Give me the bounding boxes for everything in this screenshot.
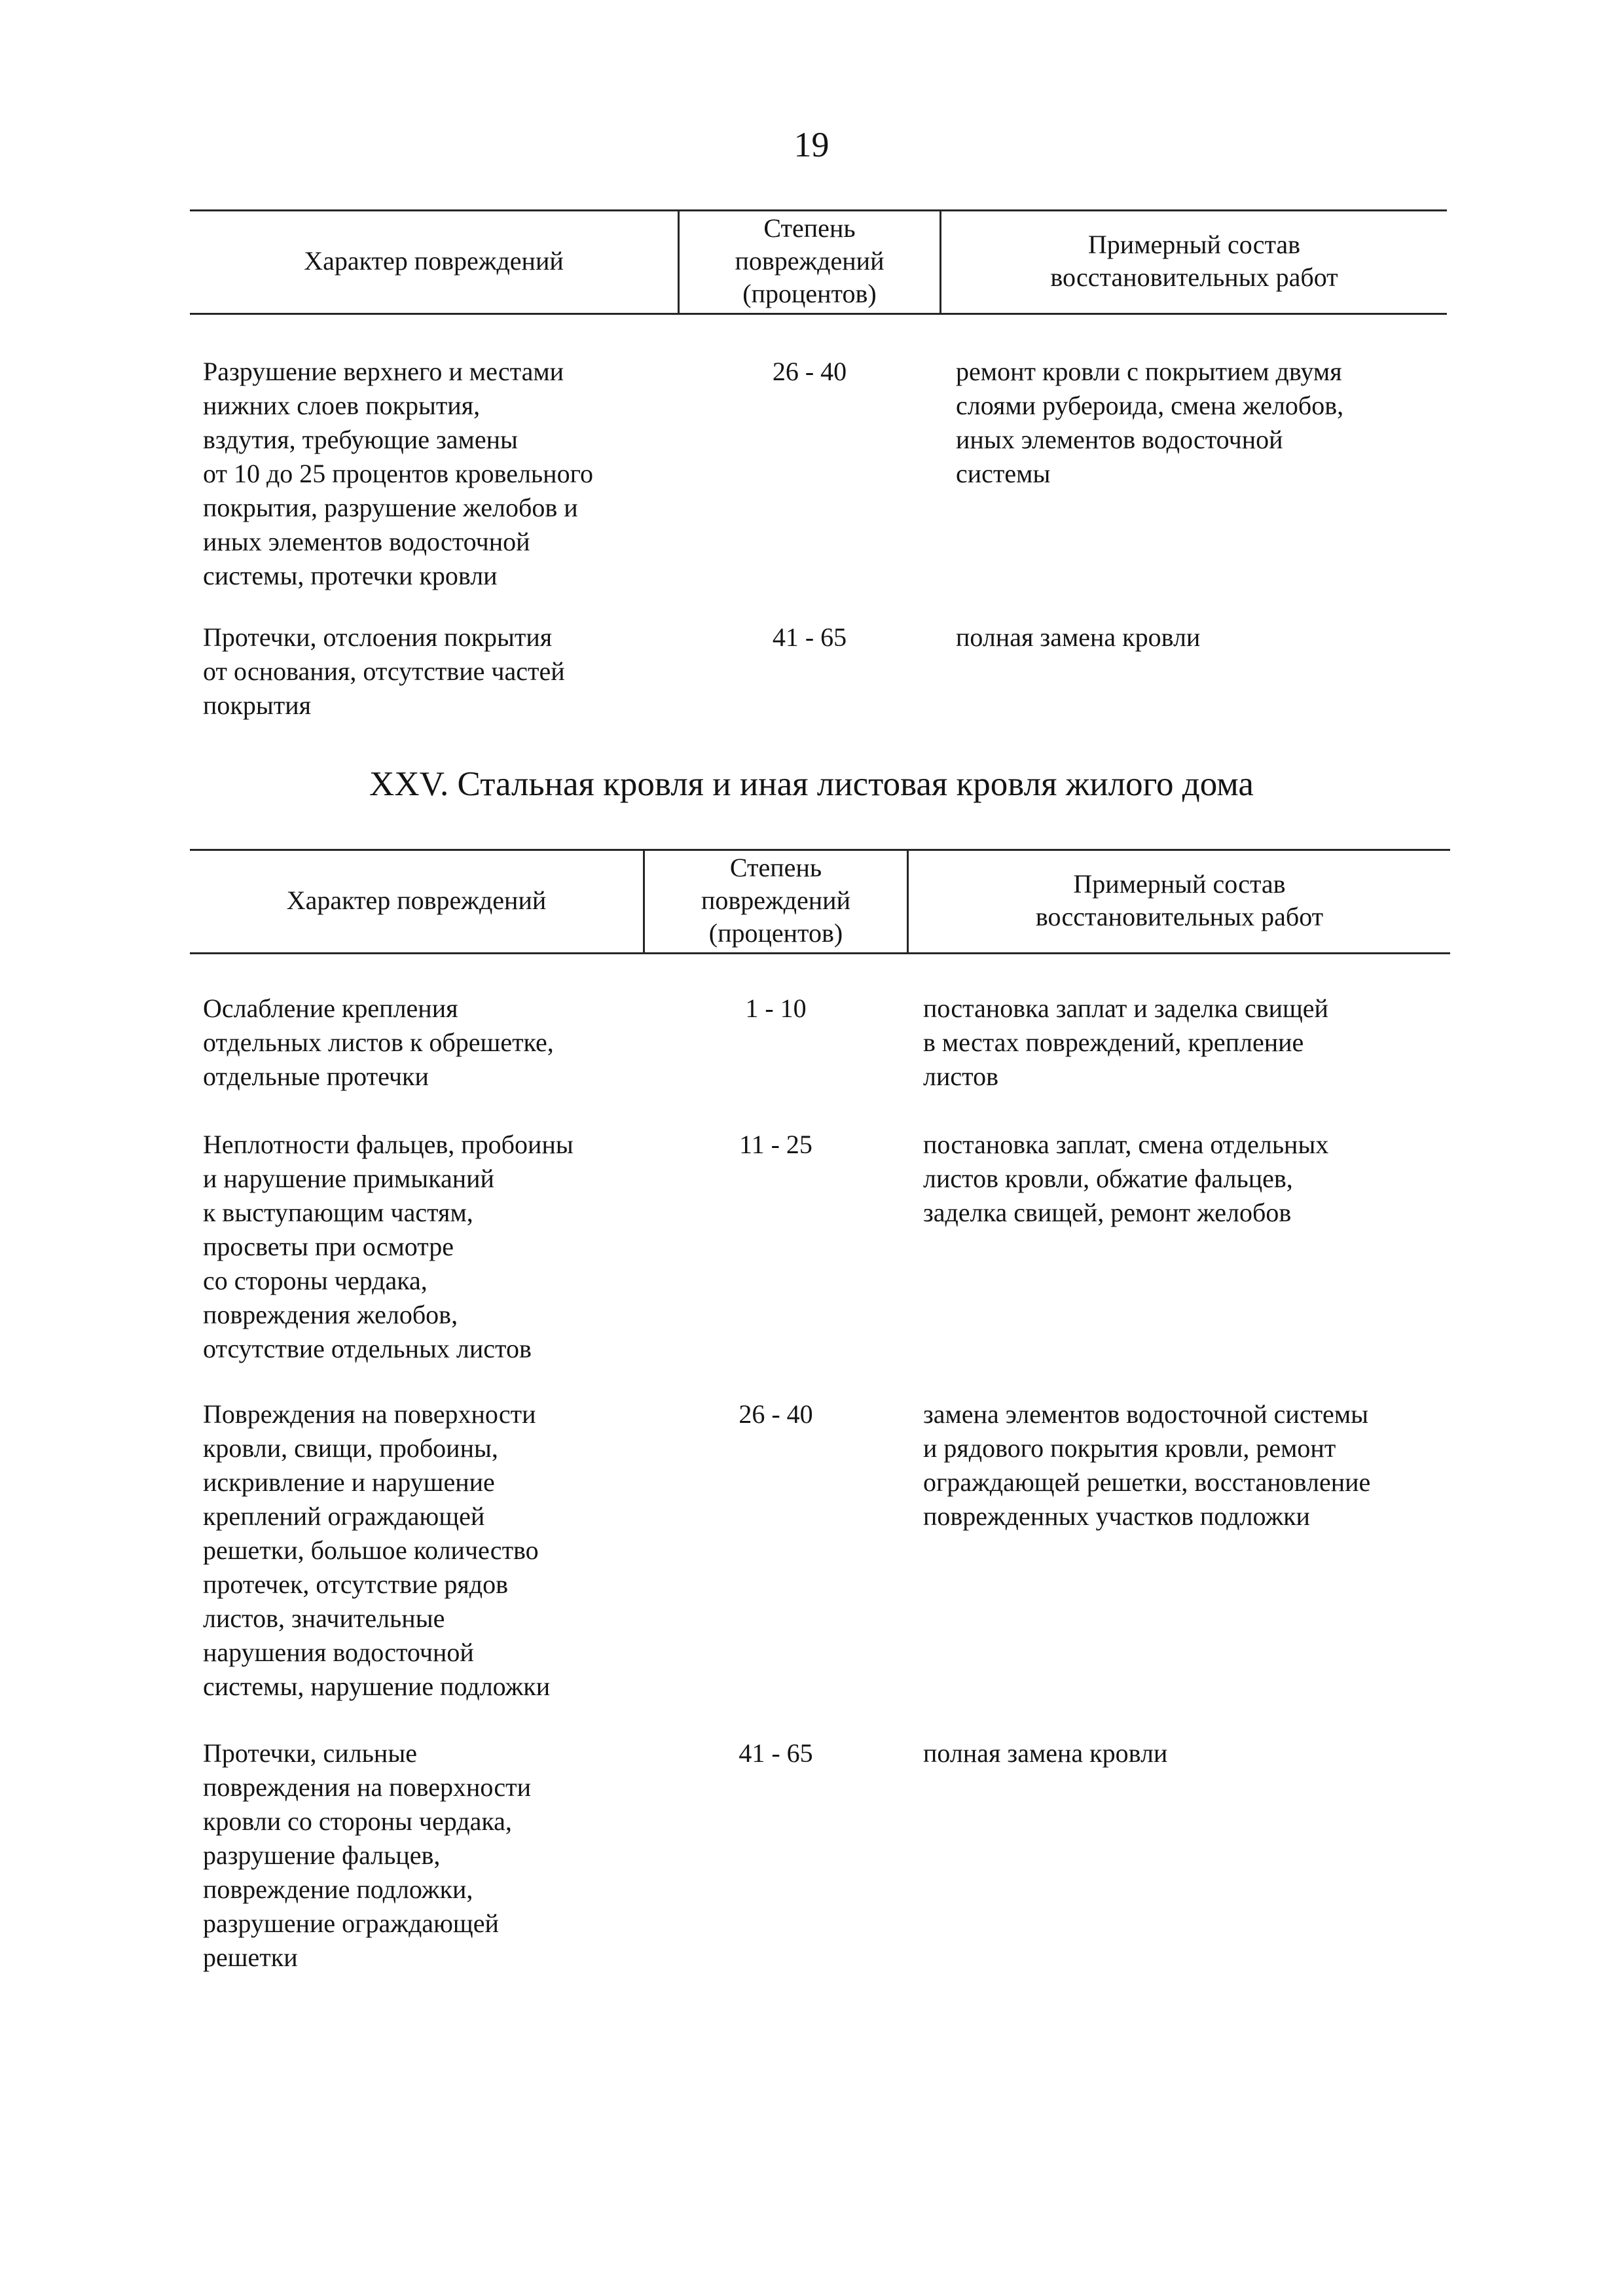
- header-degree-line: (процентов): [742, 279, 877, 308]
- text-line: полная замена кровли: [923, 1738, 1168, 1768]
- header-works: [941, 209, 1447, 313]
- text-line: листов, значительные: [203, 1604, 445, 1633]
- text-line: отдельные протечки: [203, 1062, 429, 1091]
- header-works-line: Примерный состав: [1073, 869, 1286, 899]
- damage-degree: 26 - 40: [772, 357, 847, 386]
- text-line: повреждение подложки,: [203, 1874, 473, 1904]
- text-line: ремонт кровли с покрытием двумя: [956, 357, 1342, 386]
- text-line: системы: [956, 459, 1051, 488]
- header-works: [909, 849, 1450, 952]
- text-line: замена элементов водосточной системы: [923, 1399, 1368, 1429]
- text-line: в местах повреждений, крепление: [923, 1028, 1304, 1057]
- table-header-rule: [190, 313, 1447, 315]
- header-damage-label: Характер повреждений: [286, 886, 547, 915]
- text-line: листов кровли, обжатие фальцев,: [923, 1164, 1293, 1193]
- text-line: системы, протечки кровли: [203, 561, 498, 590]
- damage-degree: 1 - 10: [745, 994, 807, 1023]
- header-degree-line: Степень: [763, 213, 856, 243]
- repair-works: [923, 992, 1450, 1094]
- text-line: повреждения на поверхности: [203, 1772, 532, 1802]
- text-line: от 10 до 25 процентов кровельного: [203, 459, 593, 488]
- text-line: покрытия: [203, 691, 311, 720]
- header-damage: [190, 209, 678, 313]
- text-line: вздутия, требующие замены: [203, 425, 518, 454]
- text-line: решетки, большое количество: [203, 1535, 539, 1565]
- damage-description: [203, 1397, 642, 1704]
- text-line: разрушение фальцев,: [203, 1840, 441, 1870]
- header-works-line: восстановительных работ: [1050, 262, 1338, 292]
- text-line: со стороны чердака,: [203, 1266, 428, 1295]
- text-line: листов: [923, 1062, 998, 1091]
- text-line: нижних слоев покрытия,: [203, 391, 481, 420]
- text-line: протечек, отсутствие рядов: [203, 1570, 508, 1599]
- text-line: креплений ограждающей: [203, 1501, 485, 1531]
- text-line: Повреждения на поверхности: [203, 1399, 536, 1429]
- text-line: отсутствие отдельных листов: [203, 1334, 532, 1363]
- damage-description: [203, 1128, 642, 1366]
- text-line: нарушения водосточной: [203, 1638, 474, 1667]
- damage-table-2: [190, 849, 1450, 2027]
- text-line: решетки: [203, 1943, 298, 1972]
- text-line: к выступающим частям,: [203, 1198, 473, 1227]
- text-line: Разрушение верхнего и местами: [203, 357, 564, 386]
- damage-degree: 26 - 40: [739, 1399, 813, 1429]
- text-line: системы, нарушение подложки: [203, 1672, 551, 1701]
- header-works-line: Примерный состав: [1087, 230, 1301, 259]
- header-damage: [190, 849, 643, 952]
- text-line: постановка заплат, смена отдельных: [923, 1130, 1329, 1159]
- text-line: и рядового покрытия кровли, ремонт: [923, 1433, 1336, 1463]
- text-line: от основания, отсутствие частей: [203, 656, 565, 686]
- repair-works: [956, 355, 1447, 491]
- text-line: Протечки, сильные: [203, 1738, 417, 1768]
- section-title: XXV. Стальная кровля и иная листовая кровля жилого дома: [369, 765, 1254, 803]
- text-line: слоями рубероида, смена желобов,: [956, 391, 1344, 420]
- header-damage-label: Характер повреждений: [304, 246, 564, 276]
- table-header-rule: [190, 952, 1450, 954]
- header-works-line: восстановительных работ: [1035, 902, 1324, 931]
- text-line: кровли, свищи, пробоины,: [203, 1433, 498, 1463]
- text-line: просветы при осмотре: [203, 1232, 454, 1261]
- damage-description: [203, 1736, 642, 1975]
- text-line: иных элементов водосточной: [956, 425, 1283, 454]
- page-number: 19: [793, 125, 830, 164]
- text-line: Ослабление крепления: [203, 994, 458, 1023]
- header-degree-line: Степень: [729, 853, 822, 882]
- text-line: покрытия, разрушение желобов и: [203, 493, 578, 522]
- repair-works: [923, 1128, 1450, 1230]
- text-line: кровли со стороны чердака,: [203, 1806, 512, 1836]
- repair-works: [956, 620, 1447, 655]
- text-line: искривление и нарушение: [203, 1467, 495, 1497]
- text-line: Протечки, отслоения покрытия: [203, 622, 553, 652]
- text-line: повреждения желобов,: [203, 1300, 458, 1329]
- text-line: заделка свищей, ремонт желобов: [923, 1198, 1292, 1227]
- header-degree: [680, 209, 939, 313]
- header-degree-line: (процентов): [708, 918, 843, 948]
- text-line: полная замена кровли: [956, 622, 1201, 652]
- damage-description: [203, 992, 642, 1094]
- damage-description: [203, 620, 674, 723]
- damage-description: [203, 355, 674, 593]
- text-line: иных элементов водосточной: [203, 527, 530, 556]
- text-line: и нарушение примыканий: [203, 1164, 494, 1193]
- header-degree-line: повреждений: [735, 246, 884, 276]
- text-line: разрушение ограждающей: [203, 1909, 499, 1938]
- damage-degree: 41 - 65: [739, 1738, 813, 1768]
- damage-table-1: [190, 209, 1447, 733]
- text-line: Неплотности фальцев, пробоины: [203, 1130, 574, 1159]
- repair-works: [923, 1736, 1450, 1770]
- repair-works: [923, 1397, 1450, 1534]
- header-degree-line: повреждений: [701, 886, 850, 915]
- damage-degree: 41 - 65: [772, 622, 847, 652]
- text-line: поврежденных участков подложки: [923, 1501, 1310, 1531]
- text-line: постановка заплат и заделка свищей: [923, 994, 1328, 1023]
- header-degree: [645, 849, 907, 952]
- text-line: ограждающей решетки, восстановление: [923, 1467, 1371, 1497]
- text-line: отдельных листов к обрешетке,: [203, 1028, 554, 1057]
- damage-degree: 11 - 25: [739, 1130, 812, 1159]
